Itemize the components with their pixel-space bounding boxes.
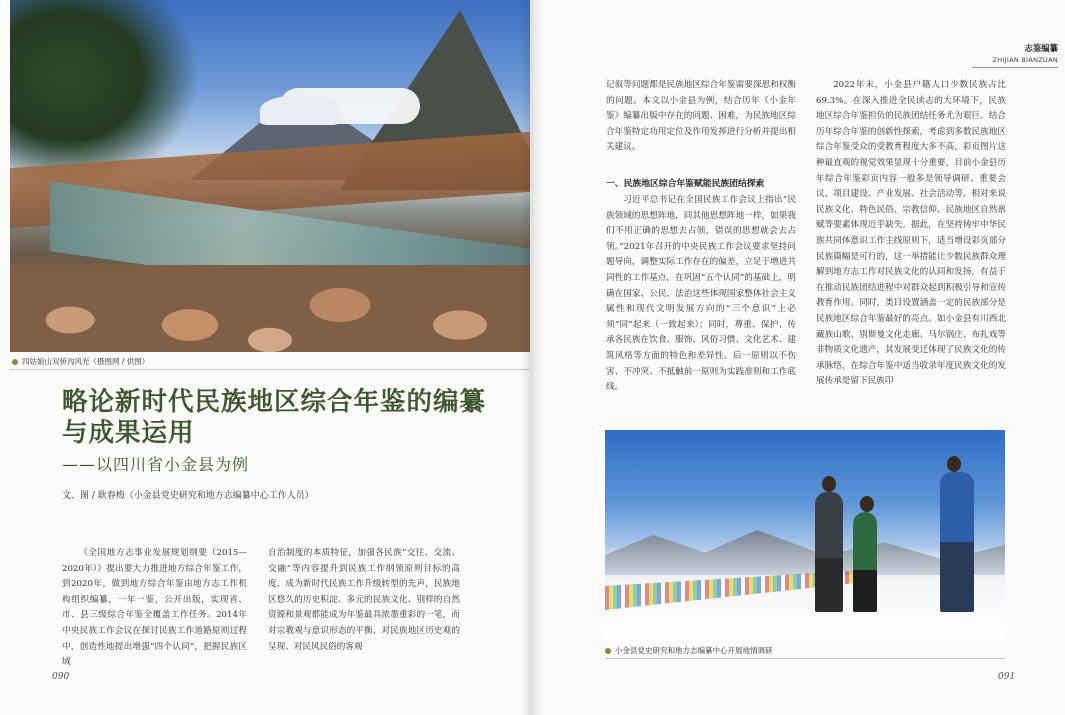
left-page — [0, 0, 530, 715]
running-head-rule — [972, 67, 1058, 68]
body-column-2: 2022年末，小金县户籍人口少数民族占比69.3%。在深入推进全民读志的大环境下，民族地区综合年鉴担负的民族团结任务尤为艰巨。结合历年综合年鉴的创新性探索，考虑到多数民族地区综合年鉴受众的受教育程度大多不高，彩页图片这种最直观的视觉效果显现十分重要，目前小金县历年综合年鉴彩页内容一般多是领导调研、重要会议、项目建设、产业发展、社会活动等。相对来说民族文化、特色民俗、宗教信仰、民族地区自然禀赋等要素体现近乎缺失。据此，在坚持铸牢中华民族共同体意识工作主线原则下，适当增设彩页部分民族篇幅是可行的，这一举措能让少数民族群众理解到地方志工作对民族文化的认同和发扬，有益于在推动民族团结进程中对群众起到积极引导和宣传教育作用。同时，类目设置涵盖一定的民族部分是民族地区综合年鉴最好的亮点。如小金县有川西北藏族山歌、别斯曼文化走廊、马尔锅庄、布扎戏等非物质文化遗产，其发展变迁体现了民族文化的传承脉络，在综合年鉴中适当收录年度民族文化的发展传承是留下民族印 — [816, 80, 1006, 387]
section-heading: 一、民族地区综合年鉴赋能民族团结探索 — [606, 179, 765, 189]
article-byline: 文、图 / 耿春梅（小金县党史研究和地方志编纂中心工作人员） — [62, 491, 314, 501]
field-research-photo — [605, 430, 1005, 640]
body-column-1: 《全国地方志事业发展规划纲要（2015—2020年）》提出要大力推进地方综合年鉴工作，到2020年，做到地方综合年鉴由地方志工作机构组织编纂，一年一鉴，公开出版，实现省、市、县三级综合年鉴全覆盖工作任务。2014年中央民族工作会议在探讨民族工作道路原则过程中，创造性地提出增强“四个认同”，把握民族区域 — [62, 548, 247, 668]
running-head: 志鉴编纂 — [1024, 43, 1058, 53]
article-subtitle: ——以四川省小金县为例 — [62, 455, 250, 474]
running-head-en: ZHIJIAN BIANZUAN — [992, 56, 1058, 64]
bullet-dot-icon — [12, 359, 18, 365]
caption-divider — [10, 369, 530, 370]
page-number-right: 091 — [998, 672, 1016, 682]
caption-text: 四姑娘山双桥沟风光（摄图网 / 供图） — [22, 357, 150, 366]
body-column-1-top: 记叙等问题都是民族地区综合年鉴需要深思和权衡的问题。本文以小金县为例，结合历年《小金年鉴》编纂出版中存在的问题、困难，为民族地区综合年鉴特定功用定位及作用发挥进行分析并提出相关建议。 — [606, 80, 796, 153]
right-page — [532, 0, 1065, 715]
article-title: 略论新时代民族地区综合年鉴的编纂与成果运用 — [62, 387, 487, 448]
page-number-left: 090 — [52, 672, 70, 682]
body-column-2: 自治制度的本质特征，加强各民族“交往、交流、交融”等内容提升到民族工作纲领原则目标的高度，成为新时代民族工作升级转型的先声，民族地区悠久的历史积淀、多元的民族文化、别样的自然资源和景观都能成为年鉴最具浓墨重彩的一笔，而对宗教观与意识形态的平衡、对民族地区历史观的呈现、对民风民俗的客观 — [268, 548, 460, 652]
body-column-1-body: 习近平总书记在全国民族工作会议上指出“民族领域的思想阵地，同其他思想阵地一样，如果我们不用正确的思想去占领，错误的思想就会去占领。”2021年召开的中央民族工作会议要求坚持问题导向，调整实际工作存在的偏差，立足于增进共同性的工作基点，在巩固“五个认同”的基础上，明确在国家、公民、法治这些体现国家整体社会主义属性和现代文明发展方向的“三个意识”上必须“同”起来（一致起来）；同时，尊重、保护、传承各民族在饮食、服饰、风俗习惯、文化艺术、建筑风格等方面的特色和差异性。后一原则以不伤害、不冲突、不抵触前一原则为实践准则和工作底线。 — [606, 195, 796, 393]
field-research-photo-caption — [605, 645, 773, 656]
bullet-dot-icon — [605, 648, 611, 654]
landscape-photo-caption — [12, 356, 149, 367]
landscape-photo — [10, 0, 530, 352]
caption-divider — [605, 658, 1005, 659]
spine-gutter — [520, 0, 544, 715]
caption-text: 小金县党史研究和地方志编纂中心开展地情调研 — [615, 646, 773, 655]
